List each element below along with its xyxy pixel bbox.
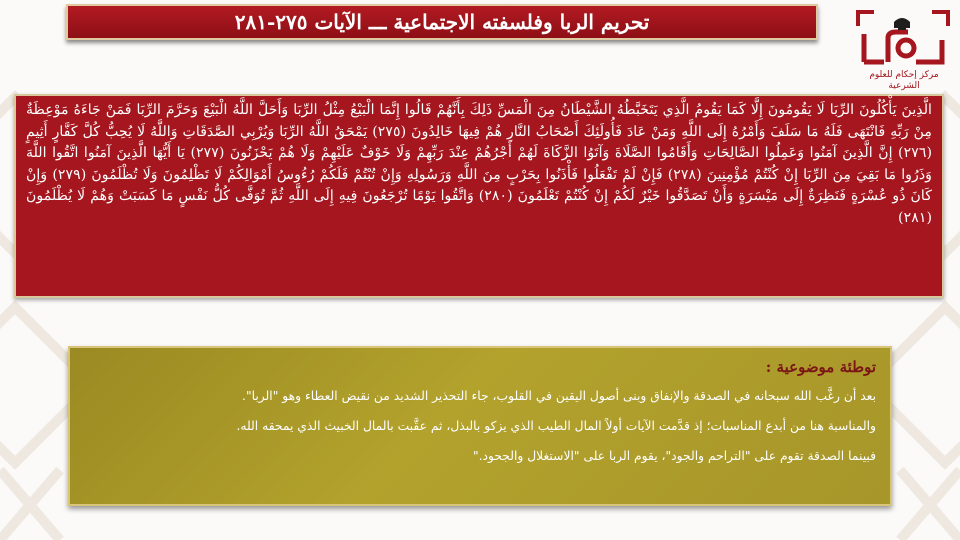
logo-caption-text: مركز إحكام للعلوم الشرعية [869,70,939,91]
note-box [68,346,892,506]
verses-box: الَّذِينَ يَأْكُلُونَ الرِّبَا لَا يَقُومُونَ إِلَّا كَمَا يَقُومُ الَّذِي يَتَخَبَّطُهُ الشَّيْطَانُ مِنَ الْمَسِّ ذَلِكَ بِأَنَّهُمْ قَالُوا إِنَّمَا الْبَيْعُ مِثْلُ الرِّبَا وَأَحَلَّ اللَّهُ الْبَيْعَ وَحَرَّمَ الرِّبَا فَمَنْ جَاءَهُ مَوْعِظَةٌ مِنْ رَبِّهِ فَانْتَهَى فَلَهُ مَا سَلَفَ وَأَمْرُهُ إِلَى اللَّهِ وَمَنْ عَادَ فَأُولَئِكَ أَصْحَابُ النَّارِ هُمْ فِيهَا خَالِدُونَ (٢٧٥) يَمْحَقُ اللَّهُ الرِّبَا وَيُرْبِي الصَّدَقَاتِ وَاللَّهُ لَا يُحِبُّ كُلَّ كَفَّارٍ أَثِيمٍ (٢٧٦) إِنَّ الَّذِينَ آمَنُوا وَعَمِلُوا الصَّالِحَاتِ وَأَقَامُوا الصَّلَاةَ وَآتَوُا الزَّكَاةَ لَهُمْ أَجْرُهُمْ عِنْدَ رَبِّهِمْ وَلَا خَوْفٌ عَلَيْهِمْ وَلَا هُمْ يَحْزَنُونَ (٢٧٧) يَا أَيُّهَا الَّذِينَ آمَنُوا اتَّقُوا اللَّهَ وَذَرُوا مَا بَقِيَ مِنَ الرِّبَا إِنْ كُنْتُمْ مُؤْمِنِينَ (٢٧٨) فَإِنْ لَمْ تَفْعَلُوا فَأْذَنُوا بِحَرْبٍ مِنَ اللَّهِ وَرَسُولِهِ وَإِنْ تُبْتُمْ فَلَكُمْ رُءُوسُ أَمْوَالِكُمْ لَا تَظْلِمُونَ وَلَا تُظْلَمُونَ (٢٧٩) وَإِنْ كَانَ ذُو عُسْرَةٍ فَنَظِرَةٌ إِلَى مَيْسَرَةٍ وَأَنْ تَصَدَّقُوا خَيْرٌ لَكُمْ إِنْ كُنْتُمْ تَعْلَمُونَ (٢٨٠) وَاتَّقُوا يَوْمًا تُرْجَعُونَ فِيهِ إِلَى اللَّهِ ثُمَّ تُوَفَّى كُلُّ نَفْسٍ مَا كَسَبَتْ وَهُمْ لَا يُظْلَمُونَ (٢٨١) [14,94,944,298]
note-line-1: بعد أن رغَّب الله سبحانه في الصدقة والإنفاق وبنى أصول اليقين في القلوب، جاء التحذير الشديد من نقيض العطاء وهو "الربا". [242,389,876,403]
slide-title: تحريم الربا وفلسفته الاجتماعية ـــ الآيات ٢٧٥-٢٨١ [66,4,818,40]
note-title: توطئة موضوعية : [765,358,876,376]
note-line-3: فبينما الصدقة تقوم على "التراحم والجود"، يقوم الربا على "الاستغلال والجحود." [472,449,876,463]
note-line-2: والمناسبة هنا من أبدع المناسبات؛ إذ قدَّمت الآيات أولاً المال الطيب الذي يزكو بالبذل، ثم عقَّبت بالمال الخبيث الذي يمحقه الله. [236,419,876,433]
